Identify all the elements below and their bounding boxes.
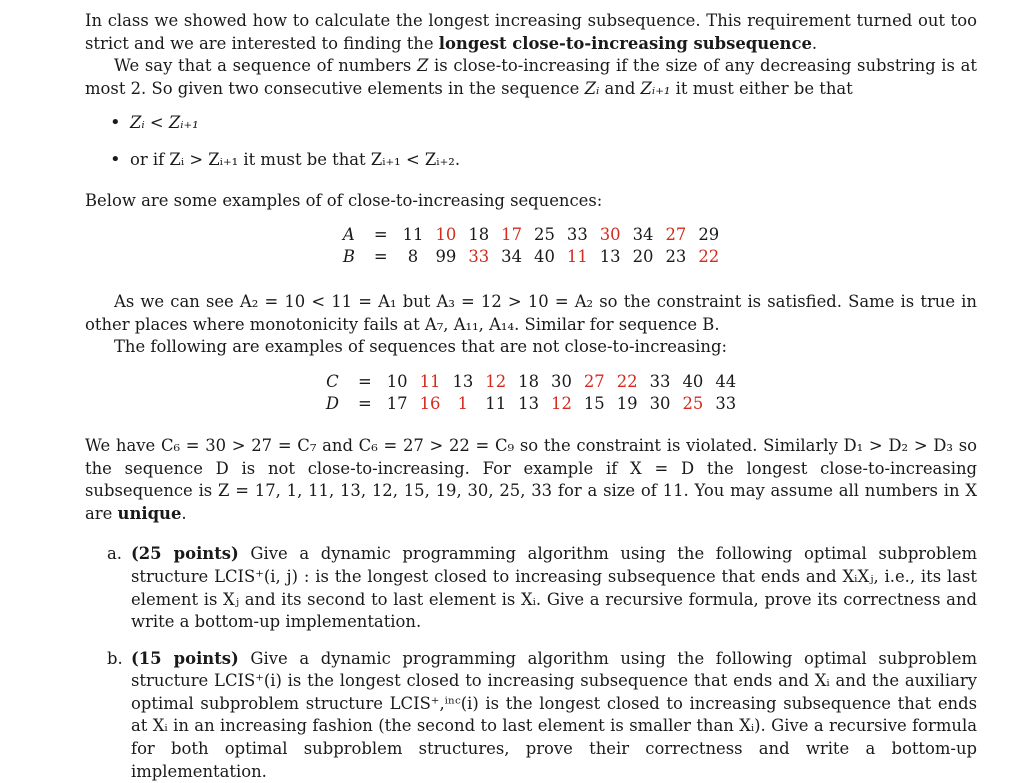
sequence-value: 34 <box>501 247 523 267</box>
sequence-name: D <box>325 393 339 413</box>
sequence-value: 13 <box>518 393 540 413</box>
table2-body <box>320 371 742 415</box>
unique-bold: unique <box>117 503 182 523</box>
sequence-row-D <box>320 393 742 415</box>
intro-paragraph-1 <box>85 10 977 55</box>
sequence-value-highlighted: 10 <box>435 225 457 245</box>
sequence-value: 40 <box>682 371 704 391</box>
sequence-value: 29 <box>698 225 720 245</box>
sequence-value: 44 <box>715 371 737 391</box>
sequence-value-highlighted: 11 <box>566 247 588 267</box>
part-b <box>85 648 977 783</box>
sequence-value: 33 <box>649 371 671 391</box>
intro2-zi: Zᵢ <box>584 78 600 98</box>
sequence-value: 25 <box>534 225 555 245</box>
part-a-text: Give a dynamic programming algorithm using the following optimal subproblem structure LCIS⁺(i, j) : is the longest closed to increasing subsequence that ends and XᵢXⱼ, i.e., its last element is Xⱼ and its second to last element is Xᵢ. Give a recursive formula, prove its correctness and write a bottom-up implementation. <box>131 544 977 632</box>
sequence-value-highlighted: 27 <box>583 371 605 391</box>
intro-text: In class we showed how to calculate the longest increasing subsequence. This requirement turned out too strict and we are interested to finding the <box>85 11 977 53</box>
not-close-intro: The following are examples of sequences that are not close-to-increasing: <box>114 337 728 357</box>
condition-item-1: • Zᵢ < Zᵢ₊₁ <box>85 112 977 135</box>
sequence-value: 23 <box>665 247 687 267</box>
intro2-text-2: is close-to-increasing if the size of any decreasing substring is at most 2. So given two consecutive elements in the sequence <box>85 56 977 98</box>
sequence-value-highlighted: 11 <box>419 371 441 391</box>
intro-paragraph-2 <box>85 55 977 100</box>
intro2-and: and <box>599 78 641 98</box>
sequence-name: C <box>326 371 339 391</box>
after-table1-paragraph: As we can see A₂ = 10 < 11 = A₁ but A₃ = 12 > 10 = A₂ so the constraint is satisfied. Same is true in other places where monotonicity fails at A₇, A₁₁, A₁₄. Similar for sequence B. <box>85 292 977 334</box>
not-close-to-increasing-table <box>320 371 742 415</box>
sequence-value: 30 <box>551 371 572 391</box>
sequence-row-A <box>337 224 725 246</box>
part-a-label: a. <box>107 544 122 564</box>
sequence-value-highlighted: 27 <box>665 225 687 245</box>
part-a-points: (25 points) <box>131 544 239 564</box>
sequence-value: 11 <box>402 225 424 245</box>
intro-bold-term: longest close-to-increasing subsequence <box>438 33 812 53</box>
after2-text: We have C₆ = 30 > 27 = C₇ and C₆ = 27 > 22 = C₉ so the constraint is violated. Similarly D₁ > D₂ > D₃ so the sequence D is not close-to-increasing. For example if X = D the longest close-to-increasing subsequence is Z = 17, 1, 11, 13, 12, 15, 19, 30, 25, 33 for a size of 11. You may assume all numbers in X are <box>85 435 977 523</box>
sequence-value: 20 <box>632 247 654 267</box>
intro2-text-3: it must either be that <box>670 78 853 98</box>
equals-sign: = <box>373 225 388 245</box>
sequence-row-C <box>320 371 742 393</box>
intro2-text: We say that a sequence of numbers <box>114 56 417 76</box>
sequence-value: 17 <box>386 393 408 413</box>
sequence-value: 19 <box>616 393 638 413</box>
table1-body <box>337 224 725 268</box>
sequence-value: 13 <box>452 371 474 391</box>
sequence-value-highlighted: 12 <box>485 371 507 391</box>
question-parts <box>85 543 977 783</box>
part-b-points: (15 points) <box>131 648 239 668</box>
sequence-value: 15 <box>583 393 605 413</box>
intro2-zi1: Zᵢ₊₁ <box>640 78 671 98</box>
sequence-row-B <box>337 246 725 268</box>
sequence-value-highlighted: 16 <box>419 393 441 413</box>
intro2-var: Z <box>416 56 429 76</box>
equals-sign: = <box>373 247 388 267</box>
sequence-value: 34 <box>632 225 654 245</box>
part-b-text: Give a dynamic programming algorithm using the following optimal subproblem structure LCIS⁺(i) is the longest closed to increasing subsequence that ends and Xᵢ and the auxiliary optimal subproblem structure LCIS⁺,ⁱⁿᶜ(i) is the longest closed to increasing subsequence that ends at Xᵢ in an increasing fashion (the second to last element is smaller than Xᵢ). Give a recursive formula for both optimal subproblem structures, prove their correctness and write a bottom-up implementation. <box>131 648 977 781</box>
sequence-value-highlighted: 33 <box>468 247 490 267</box>
sequence-value: 30 <box>649 393 671 413</box>
sequence-value: 11 <box>485 393 507 413</box>
sequence-value: 8 <box>407 247 419 267</box>
after2-period: . <box>181 503 187 523</box>
sequence-value-highlighted: 1 <box>457 393 469 413</box>
equals-sign: = <box>357 371 372 391</box>
after-table2-paragraph <box>85 435 977 525</box>
sequence-value: 99 <box>435 247 457 267</box>
sequence-value-highlighted: 22 <box>698 247 720 267</box>
equals-sign: = <box>357 393 372 413</box>
close-to-increasing-table <box>337 224 725 268</box>
condition-item-2: • or if Zᵢ > Zᵢ₊₁ it must be that Zᵢ₊₁ < Zᵢ₊₂. <box>85 149 977 172</box>
sequence-value-highlighted: 12 <box>551 393 572 413</box>
sequence-value: 33 <box>566 225 588 245</box>
sequence-name: B <box>342 247 355 267</box>
sequence-value: 33 <box>715 393 737 413</box>
condition-list <box>85 112 977 171</box>
sequence-value: 13 <box>599 247 621 267</box>
part-a <box>85 543 977 633</box>
sequence-name: A <box>342 225 355 245</box>
sequence-value-highlighted: 22 <box>616 371 638 391</box>
sequence-value: 18 <box>518 371 540 391</box>
sequence-value-highlighted: 30 <box>599 225 621 245</box>
intro-period: . <box>811 33 818 53</box>
document-page <box>85 10 977 783</box>
sequence-value: 10 <box>386 371 408 391</box>
examples-intro: Below are some examples of of close-to-increasing sequences: <box>85 190 603 210</box>
sequence-value: 18 <box>468 225 490 245</box>
part-b-label: b. <box>107 648 123 668</box>
sequence-value-highlighted: 25 <box>682 393 704 413</box>
sequence-value: 40 <box>534 247 555 267</box>
sequence-value-highlighted: 17 <box>501 225 523 245</box>
